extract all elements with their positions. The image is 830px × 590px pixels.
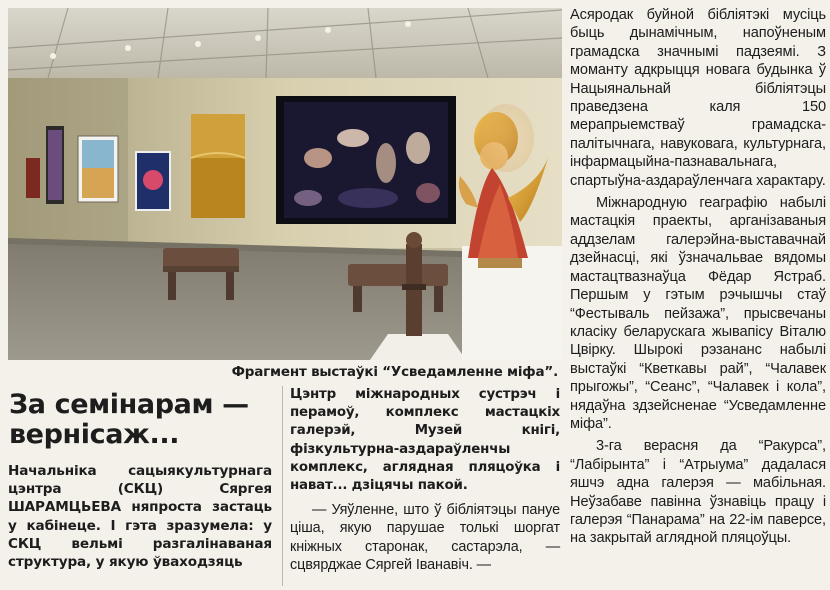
- paragraph: Міжнародную геаграфію набылі мастацкія праекты, арганізаваныя аддзелам галерэйна-выставачнай дзейнасці, які ўзначальвае вядомы мастацтвазнаўца Фёдар Ястраб. Першым у гэтым рэчышчы стаў “Фестываль пейзажа”, прысвечаны класіку беларускага жывапісу Віталю Цвірку. Шырокі рэзананс набылі выстаўкі “Кветкавы рай”, “Чалавек прыгожы”, “Сеанс”, “Чалавек і кола”, нядаўна здзейсненае “Усведамленне міфа”.: [570, 195, 826, 432]
- article-lead: Начальніка сацыякультурнага цэнтра (СКЦ) Сяргея ШАРАМЦЬЕВА няпроста застаць у кабінеце. І гэта зразумела: у СКЦ вельмі разгалінаваная структура, у якую ўваходзяць: [8, 463, 272, 571]
- column-divider: [282, 386, 283, 586]
- article-headline: За семінарам — вернісаж...: [9, 389, 249, 450]
- paragraph: 3-га верасня да “Ракурса”, “Лабірынта” і “Атрыума” дадалася яшчэ адна галерэя — мабільная. Неўзабаве павінна ўзнавіць працу і галерэя “Панарама” на 22-ім паверсе, на закрытай аглядной пляцоўцы.: [570, 438, 826, 547]
- paragraph: — Уяўленне, што ў бібліятэцы пануе ціша, якую парушае толькі шоргат кніжных старонак, састарэла, — сцвярджае Сяргей Іванавіч. —: [290, 502, 560, 573]
- lead-continuation: Цэнтр міжнародных сустрэч і перамоў, комплекс мастацкіх галерэй, Музей кнігі, фізкультурна-аздараўленчы комплекс, аглядная пляцоўка і нават... дзіцячы пакой.: [290, 387, 560, 494]
- photo-caption: Фрагмент выстаўкі “Усведамленне міфа”.: [231, 364, 558, 380]
- gallery-photo: [8, 8, 562, 360]
- right-column-text: [570, 6, 826, 548]
- paragraph: Асяродак буйной бібліятэкі мусіць быць дынамічным, напоўненым грамадска значнымі падзеямі. З моманту адкрыцця новага будынка ў Нацыянальнай бібліятэцы праведзена каля 150 мерапрыемстваў грамадска-палітычнага, навуковага, культурнага, інфармацыйна-пазнавальнага, спартыўна-аздараўленчага характару.: [570, 7, 826, 189]
- middle-column-text: [290, 386, 560, 574]
